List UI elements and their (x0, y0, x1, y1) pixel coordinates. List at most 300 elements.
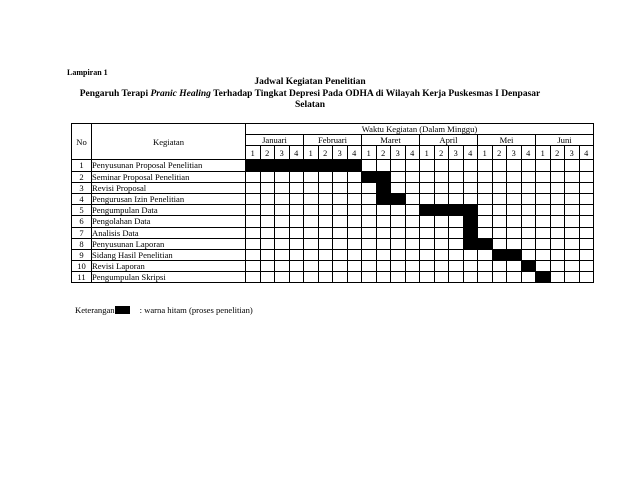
schedule-cell (275, 216, 290, 227)
schedule-cell (565, 261, 580, 272)
row-number: 2 (72, 171, 92, 182)
activity-row (72, 238, 594, 249)
schedule-cell (449, 238, 464, 249)
schedule-cell (347, 227, 362, 238)
schedule-cell (347, 238, 362, 249)
activity-row (72, 193, 594, 204)
week-header: 1 (304, 146, 319, 160)
activity-row (72, 216, 594, 227)
activity-name: Seminar Proposal Penelitian (92, 171, 246, 182)
schedule-cell (420, 182, 435, 193)
schedule-cell (550, 272, 565, 283)
title-line-3: Selatan (294, 100, 326, 110)
schedule-cell (304, 182, 319, 193)
schedule-cell (565, 227, 580, 238)
schedule-cell (405, 227, 420, 238)
schedule-cell (304, 193, 319, 204)
schedule-cell (449, 216, 464, 227)
schedule-cell-filled (463, 227, 478, 238)
schedule-cell (478, 261, 493, 272)
schedule-cell (579, 171, 594, 182)
schedule-cell (304, 227, 319, 238)
schedule-cell (318, 227, 333, 238)
schedule-cell (275, 193, 290, 204)
schedule-cell (347, 193, 362, 204)
schedule-cell-filled (376, 182, 391, 193)
schedule-cell (362, 261, 377, 272)
schedule-cell (449, 272, 464, 283)
schedule-cell (304, 171, 319, 182)
week-header: 2 (434, 146, 449, 160)
schedule-cell (391, 272, 406, 283)
schedule-cell (449, 227, 464, 238)
schedule-cell (449, 171, 464, 182)
schedule-cell (492, 216, 507, 227)
schedule-cell (420, 193, 435, 204)
schedule-cell-filled (260, 160, 275, 171)
row-number: 4 (72, 193, 92, 204)
schedule-cell (536, 171, 551, 182)
schedule-cell (333, 238, 348, 249)
schedule-cell (376, 238, 391, 249)
schedule-cell (507, 205, 522, 216)
schedule-cell (463, 261, 478, 272)
schedule-cell-filled (391, 193, 406, 204)
schedule-cell (579, 261, 594, 272)
schedule-cell (362, 182, 377, 193)
schedule-cell-filled (492, 249, 507, 260)
schedule-cell-filled (376, 193, 391, 204)
schedule-cell (478, 171, 493, 182)
schedule-cell (260, 216, 275, 227)
activity-name: Pengurusan Izin Penelitian (92, 193, 246, 204)
schedule-cell (347, 205, 362, 216)
month-header: Juni (536, 135, 594, 146)
week-header: 2 (318, 146, 333, 160)
appendix-label: Lampiran 1 (67, 68, 108, 77)
schedule-cell (260, 261, 275, 272)
row-number: 5 (72, 205, 92, 216)
week-header: 1 (536, 146, 551, 160)
schedule-cell (304, 216, 319, 227)
activity-row (72, 261, 594, 272)
schedule-cell (376, 261, 391, 272)
schedule-cell-filled (376, 171, 391, 182)
schedule-cell (246, 205, 261, 216)
schedule-cell (507, 261, 522, 272)
schedule-cell (289, 216, 304, 227)
schedule-cell (521, 272, 536, 283)
week-header: 3 (507, 146, 522, 160)
schedule-cell (275, 249, 290, 260)
schedule-cell (434, 272, 449, 283)
schedule-cell (333, 216, 348, 227)
schedule-cell (521, 249, 536, 260)
schedule-cell-filled (463, 238, 478, 249)
schedule-cell (565, 238, 580, 249)
schedule-cell-filled (289, 160, 304, 171)
schedule-cell (420, 160, 435, 171)
schedule-cell (434, 193, 449, 204)
title-line-2-italic: Pranic Healing (150, 88, 211, 99)
schedule-cell (391, 205, 406, 216)
header-kegiatan: Kegiatan (92, 124, 246, 160)
schedule-cell (579, 182, 594, 193)
legend-swatch (115, 306, 130, 314)
schedule-cell (463, 160, 478, 171)
schedule-cell (507, 193, 522, 204)
schedule-cell (449, 261, 464, 272)
month-header: Januari (246, 135, 304, 146)
schedule-cell-filled (362, 171, 377, 182)
schedule-cell (449, 193, 464, 204)
row-number: 7 (72, 227, 92, 238)
schedule-cell (347, 171, 362, 182)
schedule-cell (376, 272, 391, 283)
schedule-cell (434, 182, 449, 193)
schedule-cell (565, 249, 580, 260)
month-header: April (420, 135, 478, 146)
week-header: 3 (391, 146, 406, 160)
schedule-cell-filled (434, 205, 449, 216)
schedule-cell (507, 160, 522, 171)
schedule-cell (289, 171, 304, 182)
schedule-cell (246, 171, 261, 182)
schedule-cell (275, 171, 290, 182)
schedule-cell-filled (463, 216, 478, 227)
schedule-cell (550, 160, 565, 171)
schedule-cell (420, 261, 435, 272)
schedule-cell (275, 182, 290, 193)
week-header: 3 (333, 146, 348, 160)
title-line-2 (60, 89, 560, 101)
schedule-cell (521, 193, 536, 204)
schedule-cell (579, 238, 594, 249)
week-header: 1 (478, 146, 493, 160)
schedule-cell (246, 182, 261, 193)
schedule-cell (391, 182, 406, 193)
week-header: 4 (521, 146, 536, 160)
week-header: 1 (362, 146, 377, 160)
schedule-cell (333, 205, 348, 216)
week-header: 4 (463, 146, 478, 160)
schedule-cell (420, 171, 435, 182)
schedule-cell (492, 238, 507, 249)
schedule-cell (304, 261, 319, 272)
title-line-1: Jadwal Kegiatan Penelitian (254, 77, 366, 87)
schedule-cell (463, 193, 478, 204)
schedule-cell (521, 238, 536, 249)
schedule-cell (333, 182, 348, 193)
schedule-cell (362, 205, 377, 216)
week-header: 2 (492, 146, 507, 160)
schedule-cell (304, 238, 319, 249)
schedule-cell (260, 249, 275, 260)
week-header: 4 (289, 146, 304, 160)
schedule-cell (536, 182, 551, 193)
schedule-cell (376, 160, 391, 171)
schedule-cell-filled (536, 272, 551, 283)
legend-label: Keterangan (75, 305, 115, 315)
week-header: 4 (579, 146, 594, 160)
schedule-cell (376, 249, 391, 260)
schedule-cell (333, 171, 348, 182)
schedule-cell (333, 227, 348, 238)
activity-name: Penyusunan Proposal Penelitian (92, 160, 246, 171)
schedule-cell (333, 272, 348, 283)
schedule-cell (492, 205, 507, 216)
activity-name: Penyusunan Laporan (92, 238, 246, 249)
schedule-cell (391, 261, 406, 272)
schedule-cell (521, 227, 536, 238)
schedule-cell (492, 171, 507, 182)
schedule-cell (536, 216, 551, 227)
schedule-cell (521, 160, 536, 171)
schedule-cell (550, 249, 565, 260)
schedule-cell (565, 272, 580, 283)
schedule-cell (478, 182, 493, 193)
schedule-cell (507, 182, 522, 193)
schedule-cell-filled (507, 249, 522, 260)
schedule-cell (536, 249, 551, 260)
schedule-cell (550, 261, 565, 272)
schedule-cell-filled (478, 238, 493, 249)
schedule-table (71, 123, 594, 283)
schedule-cell (246, 272, 261, 283)
schedule-cell (246, 193, 261, 204)
schedule-cell (550, 171, 565, 182)
week-header: 3 (449, 146, 464, 160)
schedule-cell (536, 160, 551, 171)
activity-row (72, 227, 594, 238)
schedule-cell (333, 249, 348, 260)
schedule-cell (579, 249, 594, 260)
schedule-cell-filled (463, 205, 478, 216)
schedule-cell (304, 249, 319, 260)
schedule-cell (275, 227, 290, 238)
row-number: 9 (72, 249, 92, 260)
schedule-cell (289, 205, 304, 216)
schedule-cell (405, 182, 420, 193)
activity-name: Revisi Proposal (92, 182, 246, 193)
schedule-cell (260, 182, 275, 193)
week-header: 1 (246, 146, 261, 160)
schedule-cell (463, 249, 478, 260)
schedule-cell (333, 193, 348, 204)
schedule-cell (463, 171, 478, 182)
schedule-cell (579, 205, 594, 216)
month-header: Maret (362, 135, 420, 146)
schedule-cell (550, 205, 565, 216)
schedule-cell (405, 205, 420, 216)
schedule-cell (376, 227, 391, 238)
schedule-cell (318, 216, 333, 227)
schedule-cell (492, 193, 507, 204)
legend-text: : warna hitam (proses penelitian) (139, 305, 253, 315)
week-header: 4 (347, 146, 362, 160)
schedule-cell (550, 182, 565, 193)
schedule-cell (405, 272, 420, 283)
schedule-cell (478, 227, 493, 238)
week-header: 3 (275, 146, 290, 160)
schedule-cell (405, 193, 420, 204)
schedule-cell (463, 272, 478, 283)
schedule-cell (362, 216, 377, 227)
schedule-cell (362, 193, 377, 204)
schedule-cell (420, 216, 435, 227)
schedule-cell (260, 205, 275, 216)
schedule-cell (362, 249, 377, 260)
legend (75, 305, 253, 315)
schedule-cell (434, 249, 449, 260)
activity-row (72, 171, 594, 182)
week-header: 2 (376, 146, 391, 160)
schedule-cell (391, 171, 406, 182)
schedule-cell (579, 193, 594, 204)
schedule-cell (289, 238, 304, 249)
schedule-cell (260, 272, 275, 283)
activity-row (72, 182, 594, 193)
schedule-cell (318, 261, 333, 272)
schedule-cell (521, 216, 536, 227)
schedule-cell (405, 238, 420, 249)
schedule-cell (318, 205, 333, 216)
schedule-cell (318, 193, 333, 204)
activity-row (72, 160, 594, 171)
schedule-cell (289, 261, 304, 272)
schedule-cell (478, 272, 493, 283)
row-number: 10 (72, 261, 92, 272)
activity-name: Pengumpulan Data (92, 205, 246, 216)
schedule-cell (478, 160, 493, 171)
schedule-cell (565, 171, 580, 182)
schedule-cell (492, 272, 507, 283)
activity-name: Pengolahan Data (92, 216, 246, 227)
schedule-cell (260, 193, 275, 204)
activity-name: Analisis Data (92, 227, 246, 238)
schedule-cell (565, 193, 580, 204)
schedule-cell (362, 227, 377, 238)
schedule-cell (362, 238, 377, 249)
header-waktu: Waktu Kegiatan (Dalam Minggu) (246, 124, 594, 135)
schedule-cell (289, 272, 304, 283)
activity-row (72, 272, 594, 283)
schedule-cell (565, 205, 580, 216)
schedule-cell-filled (304, 160, 319, 171)
schedule-cell (434, 261, 449, 272)
schedule-cell (246, 261, 261, 272)
schedule-cell (347, 261, 362, 272)
schedule-cell (550, 216, 565, 227)
schedule-cell (492, 160, 507, 171)
schedule-cell (521, 171, 536, 182)
schedule-cell (521, 205, 536, 216)
schedule-cell (391, 249, 406, 260)
month-header: Februari (304, 135, 362, 146)
week-header: 3 (565, 146, 580, 160)
schedule-cell (507, 227, 522, 238)
document-title (60, 77, 560, 112)
schedule-cell (434, 238, 449, 249)
schedule-cell (275, 205, 290, 216)
schedule-cell (318, 238, 333, 249)
schedule-cell (492, 227, 507, 238)
week-header: 2 (260, 146, 275, 160)
schedule-cell (434, 216, 449, 227)
schedule-cell (405, 249, 420, 260)
schedule-cell (550, 193, 565, 204)
activity-name: Revisi Laporan (92, 261, 246, 272)
row-number: 1 (72, 160, 92, 171)
schedule-cell (405, 160, 420, 171)
schedule-cell (246, 216, 261, 227)
schedule-cell (434, 160, 449, 171)
schedule-cell (521, 182, 536, 193)
schedule-cell (289, 249, 304, 260)
schedule-cell-filled (449, 205, 464, 216)
schedule-cell-filled (246, 160, 261, 171)
schedule-cell-filled (420, 205, 435, 216)
activity-row (72, 205, 594, 216)
schedule-cell (318, 272, 333, 283)
row-number: 11 (72, 272, 92, 283)
schedule-cell (289, 182, 304, 193)
schedule-cell (405, 171, 420, 182)
schedule-cell (333, 261, 348, 272)
schedule-cell (536, 205, 551, 216)
schedule-cell (492, 261, 507, 272)
schedule-cell (507, 171, 522, 182)
schedule-cell (507, 238, 522, 249)
schedule-cell (246, 227, 261, 238)
schedule-cell (246, 249, 261, 260)
schedule-cell (391, 160, 406, 171)
schedule-cell-filled (333, 160, 348, 171)
schedule-cell (449, 160, 464, 171)
schedule-cell (275, 238, 290, 249)
schedule-cell (391, 238, 406, 249)
schedule-cell (420, 227, 435, 238)
schedule-cell (362, 272, 377, 283)
schedule-cell (391, 216, 406, 227)
schedule-cell (449, 249, 464, 260)
title-line-2-pre: Pengaruh Terapi (79, 88, 151, 99)
title-line-2-post: Terhadap Tingkat Depresi Pada ODHA di Wilayah Kerja Puskesmas I Denpasar (210, 88, 541, 99)
schedule-cell (536, 238, 551, 249)
row-number: 3 (72, 182, 92, 193)
schedule-cell (478, 193, 493, 204)
week-header: 2 (550, 146, 565, 160)
schedule-cell (376, 205, 391, 216)
schedule-cell-filled (521, 261, 536, 272)
schedule-cell (246, 238, 261, 249)
schedule-cell-filled (347, 160, 362, 171)
schedule-cell-filled (318, 160, 333, 171)
schedule-cell (565, 216, 580, 227)
schedule-cell (507, 216, 522, 227)
schedule-cell (536, 261, 551, 272)
header-no: No (72, 124, 92, 160)
schedule-cell (463, 182, 478, 193)
activity-row (72, 249, 594, 260)
header-row-1 (72, 124, 594, 135)
schedule-cell (260, 238, 275, 249)
schedule-cell (289, 193, 304, 204)
schedule-cell (579, 216, 594, 227)
schedule-cell (347, 249, 362, 260)
schedule-cell (260, 227, 275, 238)
schedule-cell (579, 227, 594, 238)
